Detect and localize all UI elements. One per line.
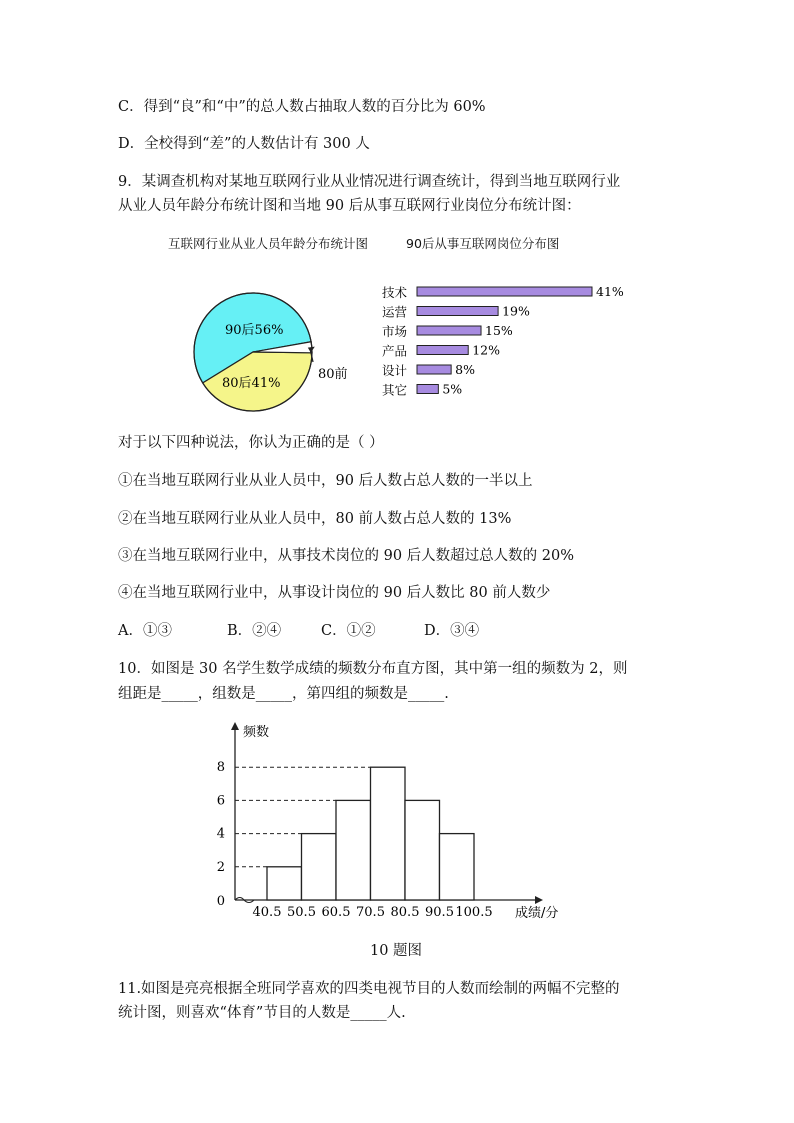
x-axis-label: 成绩/分 bbox=[515, 906, 559, 921]
q8-option-d: D．全校得到“差”的人数估计有 300 人 bbox=[118, 136, 370, 152]
bar-category-label: 设计 bbox=[382, 363, 408, 378]
age-pie-chart bbox=[180, 280, 360, 420]
histogram-bar bbox=[440, 834, 475, 900]
bar-category-label: 其它 bbox=[382, 382, 408, 398]
bar-category-label: 市场 bbox=[382, 324, 408, 339]
histogram-bar bbox=[371, 767, 406, 900]
pie-label-80hou: 80后41% bbox=[222, 376, 281, 391]
x-tick-label: 90.5 bbox=[425, 905, 454, 920]
bar-category-label: 技术 bbox=[382, 285, 408, 300]
bar-value-label: 12% bbox=[472, 342, 501, 358]
bar-value-label: 8% bbox=[455, 362, 475, 377]
bar-value-label: 19% bbox=[502, 303, 530, 319]
q9-statement-1: ①在当地互联网行业从业人员中，90 后人数占总人数的一半以上 bbox=[118, 473, 533, 489]
x-tick-label: 50.5 bbox=[287, 905, 316, 920]
y-axis-label: 频数 bbox=[243, 725, 270, 740]
q9-statement-4: ④在当地互联网行业中，从事设计岗位的 90 后人数比 80 前人数少 bbox=[118, 585, 551, 601]
y-tick-label: 0 bbox=[216, 894, 225, 909]
position-bar-chart bbox=[370, 278, 640, 408]
histogram-bar bbox=[405, 800, 440, 900]
q9-stem-line1: 9．某调查机构对某地互联网行业从业情况进行调查统计，得到当地互联网行业 bbox=[118, 174, 621, 190]
bar-mark bbox=[417, 307, 498, 316]
q11-stem-line2: 统计图，则喜欢“体育”节目的人数是_____人. bbox=[118, 1005, 406, 1021]
y-axis-arrow bbox=[231, 722, 239, 730]
q9-statement-3: ③在当地互联网行业中，从事技术岗位的 90 后人数超过总人数的 20% bbox=[118, 548, 575, 564]
pie-label-90hou: 90后56% bbox=[225, 323, 284, 338]
histogram-bar bbox=[302, 834, 337, 900]
bar-value-label: 15% bbox=[485, 323, 513, 338]
bar-category-label: 产品 bbox=[382, 343, 408, 359]
q10-caption: 10 题图 bbox=[370, 943, 423, 959]
q9-choice-d: D．③④ bbox=[424, 623, 480, 639]
y-tick-label: 6 bbox=[216, 793, 225, 809]
x-tick-label: 80.5 bbox=[390, 905, 420, 920]
score-histogram bbox=[215, 712, 585, 927]
q10-stem-line2: 组距是_____，组数是_____，第四组的频数是_____. bbox=[118, 686, 449, 702]
x-tick-label: 40.5 bbox=[252, 905, 282, 920]
x-axis-arrow bbox=[535, 896, 543, 904]
bar-chart-title: 90后从事互联网岗位分布图 bbox=[406, 236, 560, 251]
x-tick-label: 70.5 bbox=[356, 905, 385, 920]
q10-stem-line1: 10．如图是 30 名学生数学成绩的频数分布直方图，其中第一组的频数为 2，则 bbox=[118, 661, 628, 677]
bar-value-label: 5% bbox=[442, 381, 463, 397]
bar-mark bbox=[417, 365, 451, 374]
q11-stem-line1: 11.如图是亮亮根据全班同学喜欢的四类电视节目的人数而绘制的两幅不完整的 bbox=[118, 981, 620, 997]
bar-mark bbox=[417, 326, 481, 335]
q8-option-c: C．得到“良”和“中”的总人数占抽取人数的百分比为 60% bbox=[118, 99, 486, 115]
bar-mark bbox=[417, 287, 592, 296]
y-tick-label: 2 bbox=[216, 859, 225, 875]
bar-category-label: 运营 bbox=[382, 304, 408, 320]
q9-statement-2: ②在当地互联网行业从业人员中，80 前人数占总人数的 13% bbox=[118, 511, 512, 527]
x-tick-label: 100.5 bbox=[455, 905, 493, 920]
bar-mark bbox=[417, 346, 468, 355]
bar-value-label: 41% bbox=[596, 284, 624, 299]
bar-mark bbox=[417, 385, 438, 394]
q9-question: 对于以下四种说法，你认为正确的是（ ） bbox=[118, 435, 384, 451]
y-tick-label: 4 bbox=[216, 826, 225, 842]
q9-choice-a: A．①③ bbox=[118, 623, 172, 639]
x-tick-label: 60.5 bbox=[321, 905, 351, 920]
y-tick-label: 8 bbox=[216, 760, 225, 776]
q9-choice-b: B．②④ bbox=[227, 623, 282, 639]
pie-label-80qian: 80前 bbox=[318, 367, 348, 382]
q9-stem-line2: 从业人员年龄分布统计图和当地 90 后从事互联网行业岗位分布统计图： bbox=[118, 198, 581, 214]
pie-chart-title: 互联网行业从业人员年龄分布统计图 bbox=[168, 236, 369, 251]
histogram-bar bbox=[267, 867, 302, 900]
q9-choice-c: C．①② bbox=[321, 623, 376, 639]
histogram-bar bbox=[336, 800, 371, 900]
